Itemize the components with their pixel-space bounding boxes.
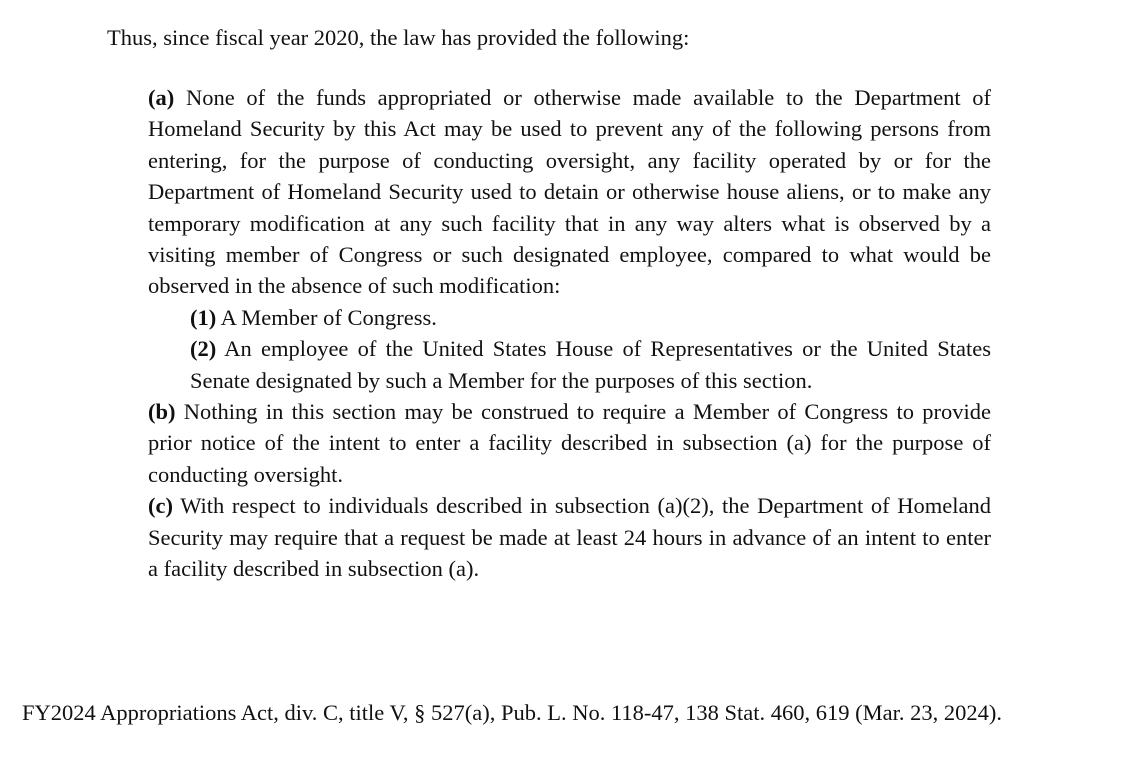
subsection-a-label: (a) bbox=[148, 85, 175, 110]
subsection-c-text: With respect to individuals described in subsection (a)(2), the Department of Homeland Security may require that a request be made at least 24 hours in advance of an intent to enter a facility described in subsection (a). bbox=[148, 493, 991, 582]
subsection-b-text: Nothing in this section may be construed to require a Member of Congress to provide prior notice of the intent to enter a facility described in subsection (a) for the purpose of conducting oversight. bbox=[148, 399, 991, 487]
statute-block-quote bbox=[148, 82, 991, 585]
legal-citation: FY2024 Appropriations Act, div. C, title V, § 527(a), Pub. L. No. 118-47, 138 Stat. 460, 619 (Mar. 23, 2024). bbox=[22, 700, 1002, 725]
subsection-c bbox=[148, 490, 991, 584]
paragraph-a1-text: A Member of Congress. bbox=[220, 304, 437, 330]
subsection-b bbox=[148, 396, 991, 490]
subsection-a-text: None of the funds appropriated or otherwise made available to the Department of Homeland Security by this Act may be used to prevent any of the following persons from entering, for the purpose of conducting oversight, any facility operated by or for the Department of Homeland Security used to detain or otherwise house aliens, or to make any temporary modification at any such facility that in any way alters what is observed by a visiting member of Congress or such designated employee, compared to what would be observed in the absence of such modification: bbox=[148, 85, 991, 299]
subsection-c-label: (c) bbox=[148, 493, 173, 519]
paragraph-a2-text: An employee of the United States House of Representatives or the United States Senate designated by such a Member for the purposes of this section. bbox=[190, 336, 991, 393]
intro-sentence: Thus, since fiscal year 2020, the law has provided the following: bbox=[107, 25, 690, 50]
paragraph-a2-label: (2) bbox=[190, 336, 217, 362]
paragraph-a1-label: (1) bbox=[190, 304, 217, 330]
paragraph-a1 bbox=[148, 302, 991, 333]
subsection-b-label: (b) bbox=[148, 399, 176, 425]
paragraph-a2 bbox=[148, 333, 991, 396]
subsection-a bbox=[148, 82, 991, 302]
